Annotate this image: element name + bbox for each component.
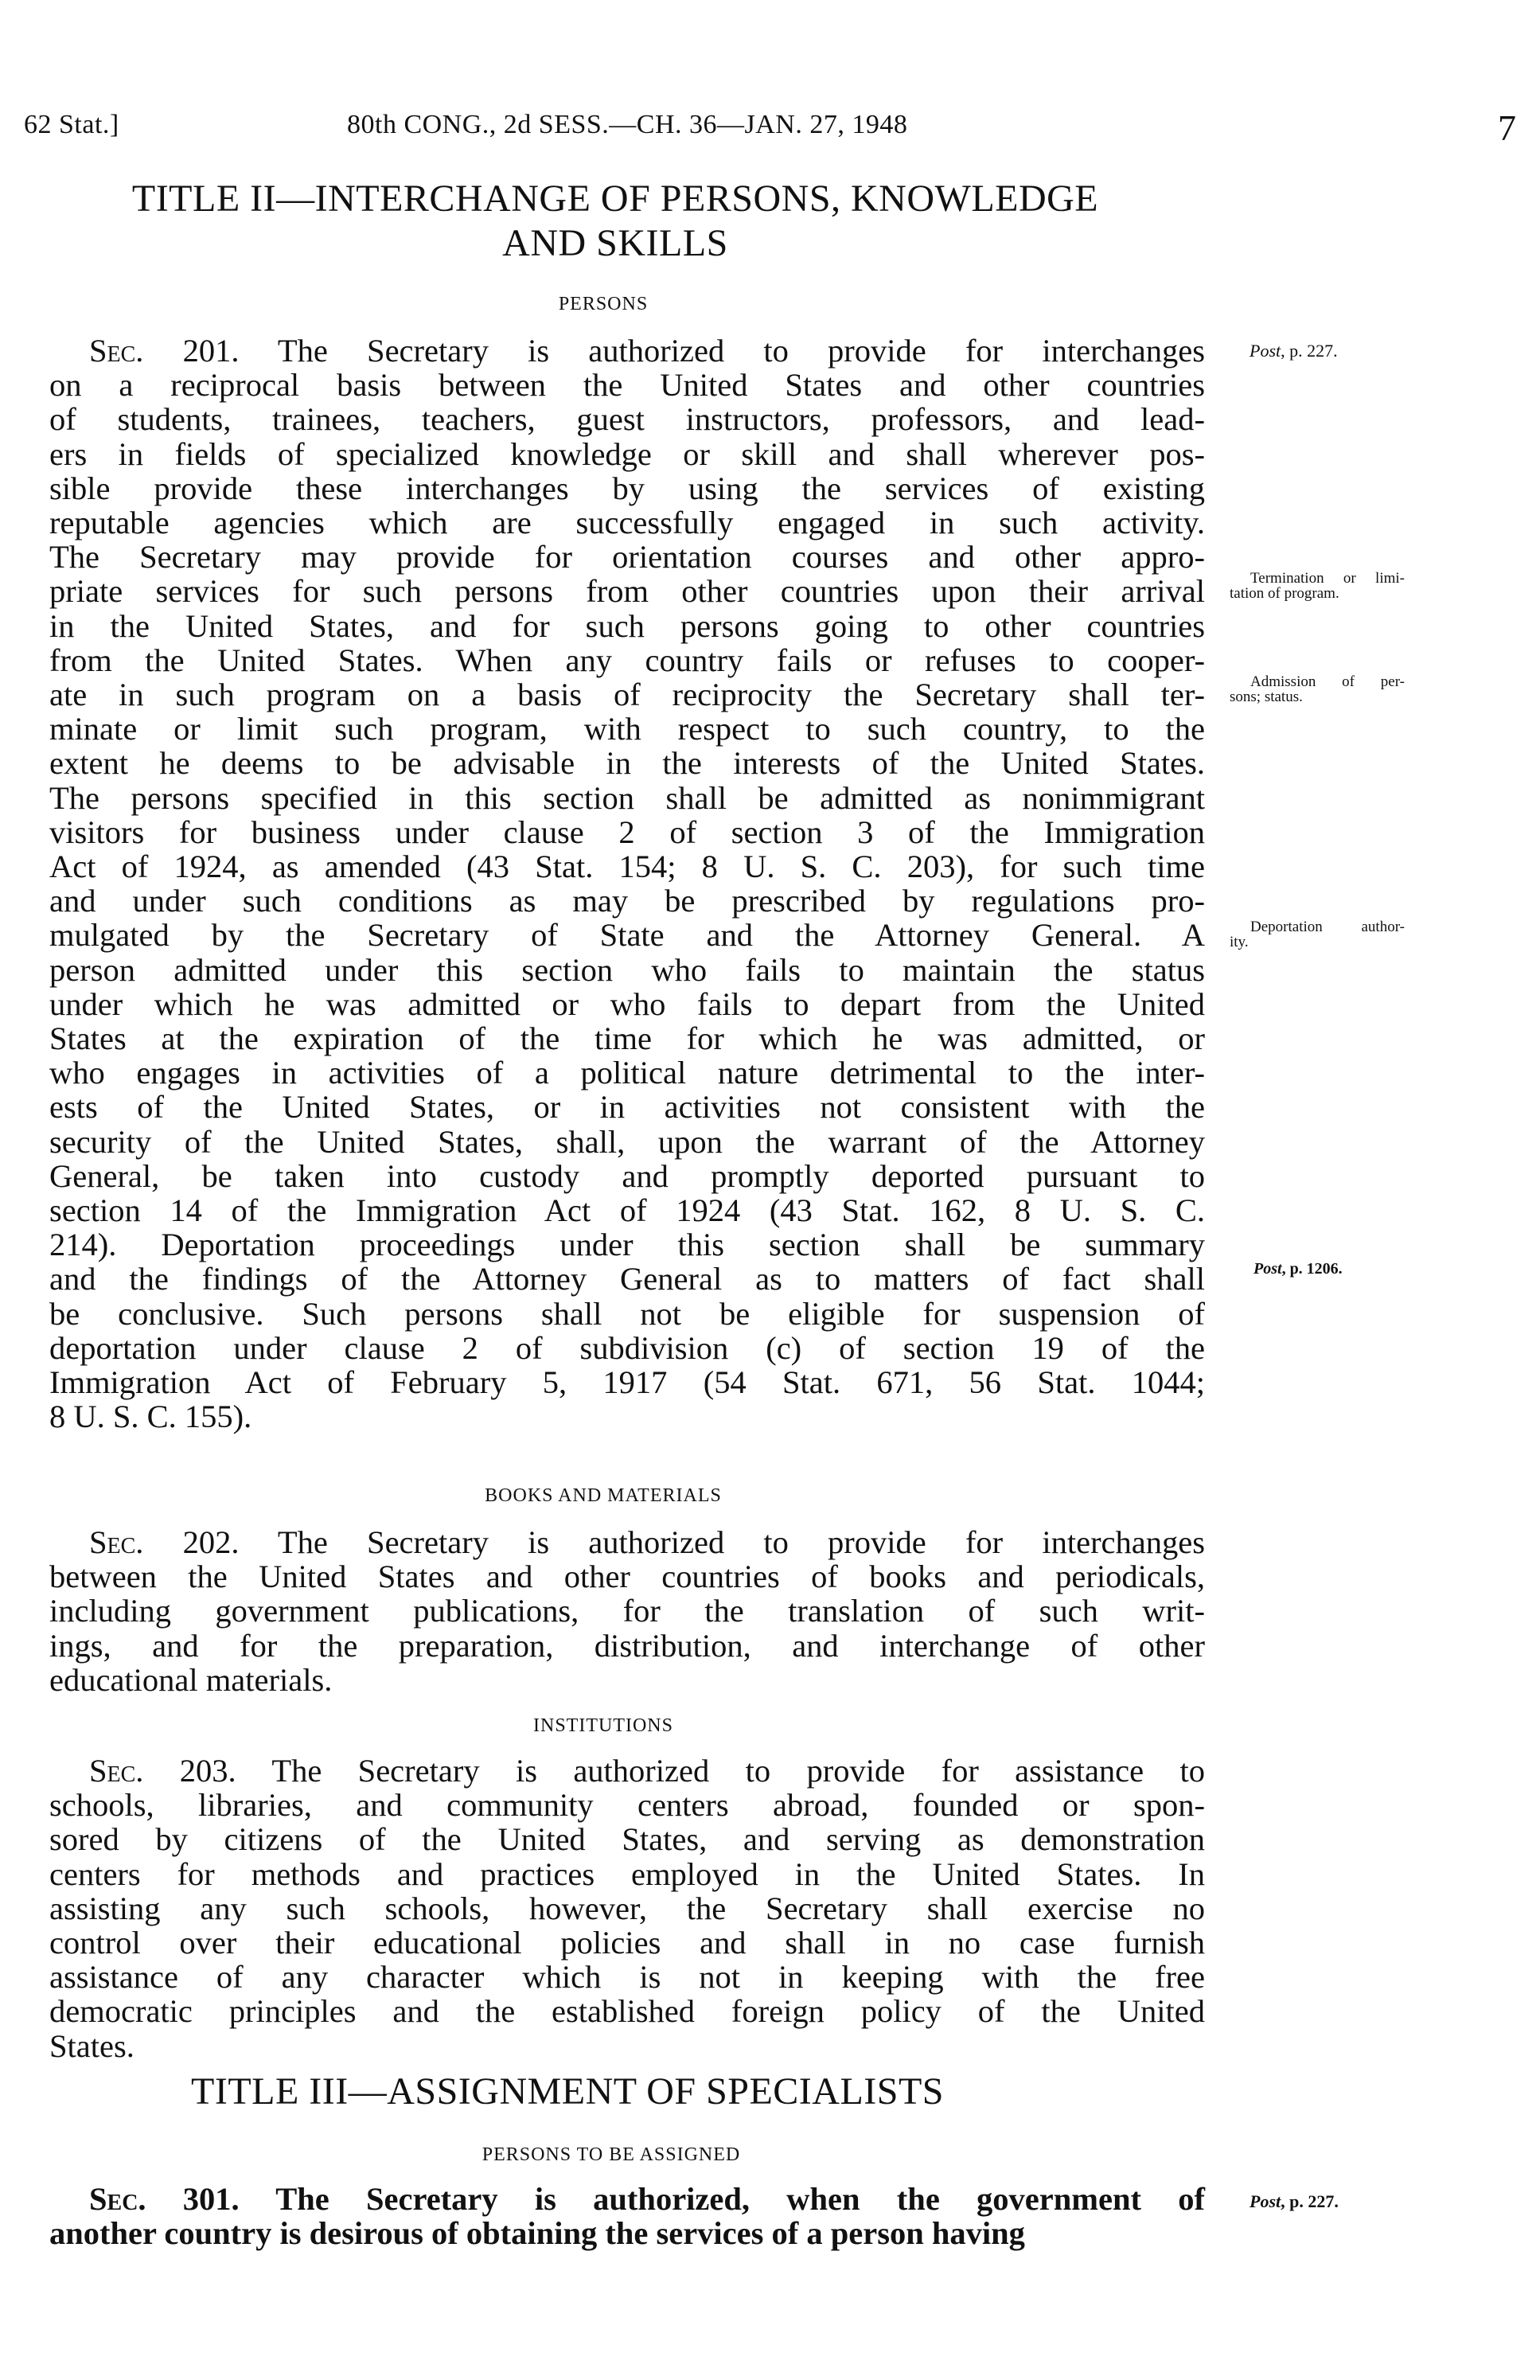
text-line: under which he was admitted or who fails to depart from the United — [49, 985, 1205, 1022]
text-line: Sec. 203. The Secretary is authorized to provide for assistance to — [89, 1753, 1205, 1789]
sec-301-paragraph — [49, 2182, 1205, 2250]
sec-203-body — [49, 1754, 1205, 2063]
section-heading-books: BOOKS AND MATERIALS — [485, 1485, 722, 1506]
text-line: States at the expiration of the time for which he was admitted, or — [49, 1020, 1205, 1057]
text-line: control over their educational policies and shall in no case furnish — [49, 1925, 1205, 1961]
text-line: assisting any such schools, however, the Secretary shall exercise no — [49, 1890, 1205, 1926]
sec-301-body — [49, 2182, 1205, 2250]
text-line: schools, libraries, and community centers abroad, founded or spon- — [49, 1787, 1205, 1824]
text-line: deportation under clause 2 of subdivision (c) of section 19 of the — [49, 1329, 1205, 1366]
section-heading-institutions: INSTITUTIONS — [533, 1715, 673, 1736]
section-books — [49, 1484, 1205, 1508]
margin-note-admission: Admission of per- sons; status. — [1230, 673, 1405, 705]
text-line: democratic principles and the established foreign policy of the United — [49, 1993, 1205, 2030]
margin-note-post-1206: Post, p. 1206. — [1253, 1260, 1343, 1278]
title-ii-line-2: AND SKILLS — [502, 222, 728, 264]
section-heading-persons-to-be-assigned: PERSONS TO BE ASSIGNED — [481, 2144, 741, 2165]
text-line: be conclusive. Such persons shall not be eligible for suspension of — [49, 1295, 1205, 1332]
page-number: 7 — [1498, 107, 1516, 148]
section-label: Sec. — [89, 333, 144, 369]
sec-202-body — [49, 1525, 1205, 1697]
section-label: Sec. — [89, 2181, 146, 2217]
title-ii-line-1: TITLE II—INTERCHANGE OF PERSONS, KNOWLEDGE — [131, 178, 1099, 220]
text-line: centers for methods and practices employed in the United States. In — [49, 1855, 1205, 1892]
text-line: between the United States and other countries of books and periodicals, — [49, 1559, 1205, 1595]
text-line: 8 U. S. C. 155). — [49, 1399, 252, 1435]
text-line: section 14 of the Immigration Act of 1924 (43 Stat. 162, 8 U. S. C. — [49, 1192, 1205, 1229]
margin-note-termination: Termination or limi- tation of program. — [1230, 570, 1405, 602]
text-line: assistance of any character which is not in keeping with the free — [49, 1959, 1205, 1996]
text-line: General, be taken into custody and promptly deported pursuant to — [49, 1157, 1205, 1194]
text-line: of students, trainees, teachers, guest instructors, professors, and lead- — [49, 401, 1205, 438]
text-line: ests of the United States, or in activities not consistent with the — [49, 1089, 1205, 1126]
margin-note-post-227-b: Post, p. 227. — [1250, 2191, 1339, 2211]
volume-reference: 62 Stat.] — [24, 110, 119, 139]
text-line: Sec. 301. The Secretary is authorized, when the government of — [89, 2181, 1205, 2217]
margin-note-post-227: Post, p. 227. — [1250, 341, 1338, 361]
text-line: extent he deems to be advisable in the interests of the United States. — [49, 745, 1205, 782]
sec-201-body — [49, 334, 1205, 1434]
text-line: reputable agencies which are successfully engaged in such activity. — [49, 505, 1205, 541]
section-institutions — [49, 1714, 1205, 1738]
text-line: and under such conditions as may be prescribed by regulations pro- — [49, 883, 1205, 919]
text-line: Sec. 201. The Secretary is authorized to provide for interchanges — [89, 333, 1205, 369]
title-iii-subheading — [49, 2143, 1205, 2167]
sec-202-paragraph — [49, 1525, 1205, 1697]
text-line: mulgated by the Secretary of State and the Attorney General. A — [49, 917, 1205, 954]
text-line: who engages in activities of a political nature detrimental to the inter- — [49, 1055, 1205, 1091]
title-iii-title: TITLE III—ASSIGNMENT OF SPECIALISTS — [191, 2070, 944, 2113]
section-heading-persons: PERSONS — [558, 294, 649, 314]
text-line: priate services for such persons from other countries upon their arrival — [49, 573, 1205, 610]
text-line: The persons specified in this section shall be admitted as nonimmigrant — [49, 779, 1205, 816]
margin-note-deportation: Deportation author- ity. — [1230, 919, 1405, 950]
text-line: Sec. 202. The Secretary is authorized to provide for interchanges — [89, 1524, 1205, 1560]
text-line: person admitted under this section who fails to maintain the status — [49, 951, 1205, 988]
text-line: including government publications, for the translation of such writ- — [49, 1593, 1205, 1629]
text-line: in the United States, and for such persons going to other countries — [49, 607, 1205, 644]
sec-203-paragraph — [49, 1754, 1205, 2063]
section-label: Sec. — [89, 1524, 144, 1560]
title-ii-heading — [49, 177, 1205, 266]
text-line: on a reciprocal basis between the United States and other countries — [49, 367, 1205, 404]
section-persons — [49, 292, 1205, 316]
text-line: visitors for business under clause 2 of section 3 of the Immigration — [49, 813, 1205, 850]
text-line: another country is desirous of obtaining the services of a person having — [49, 2215, 1025, 2252]
text-line: States. — [49, 2027, 135, 2064]
sec-201-paragraph — [49, 334, 1205, 1434]
title-iii-heading — [49, 2070, 1205, 2114]
text-line: ers in fields of specialized knowledge or skill and shall wherever pos- — [49, 435, 1205, 472]
text-line: from the United States. When any country fails or refuses to cooper- — [49, 642, 1205, 678]
text-line: ate in such program on a basis of reciprocity the Secretary shall ter- — [49, 677, 1205, 713]
text-line: and the findings of the Attorney General as to matters of fact shall — [49, 1261, 1205, 1297]
text-line: minate or limit such program, with respect to such country, to the — [49, 711, 1205, 747]
session-chapter-date: 80th CONG., 2d SESS.—CH. 36—JAN. 27, 1948 — [347, 110, 908, 139]
text-line: educational materials. — [49, 1661, 333, 1698]
text-line: 214). Deportation proceedings under this section shall be summary — [49, 1227, 1205, 1263]
running-head — [0, 107, 1540, 150]
text-line: The Secretary may provide for orientation courses and other appro- — [49, 539, 1205, 575]
text-line: sible provide these interchanges by using the services of existing — [49, 470, 1205, 506]
text-line: sored by citizens of the United States, and serving as demonstration — [49, 1821, 1205, 1858]
text-line: Act of 1924, as amended (43 Stat. 154; 8 U. S. C. 203), for such time — [49, 849, 1205, 885]
text-line: security of the United States, shall, upon the warrant of the Attorney — [49, 1123, 1205, 1160]
text-line: ings, and for the preparation, distribution, and interchange of other — [49, 1627, 1205, 1664]
text-line: Immigration Act of February 5, 1917 (54 Stat. 671, 56 Stat. 1044; — [49, 1364, 1205, 1401]
section-label: Sec. — [89, 1753, 144, 1789]
